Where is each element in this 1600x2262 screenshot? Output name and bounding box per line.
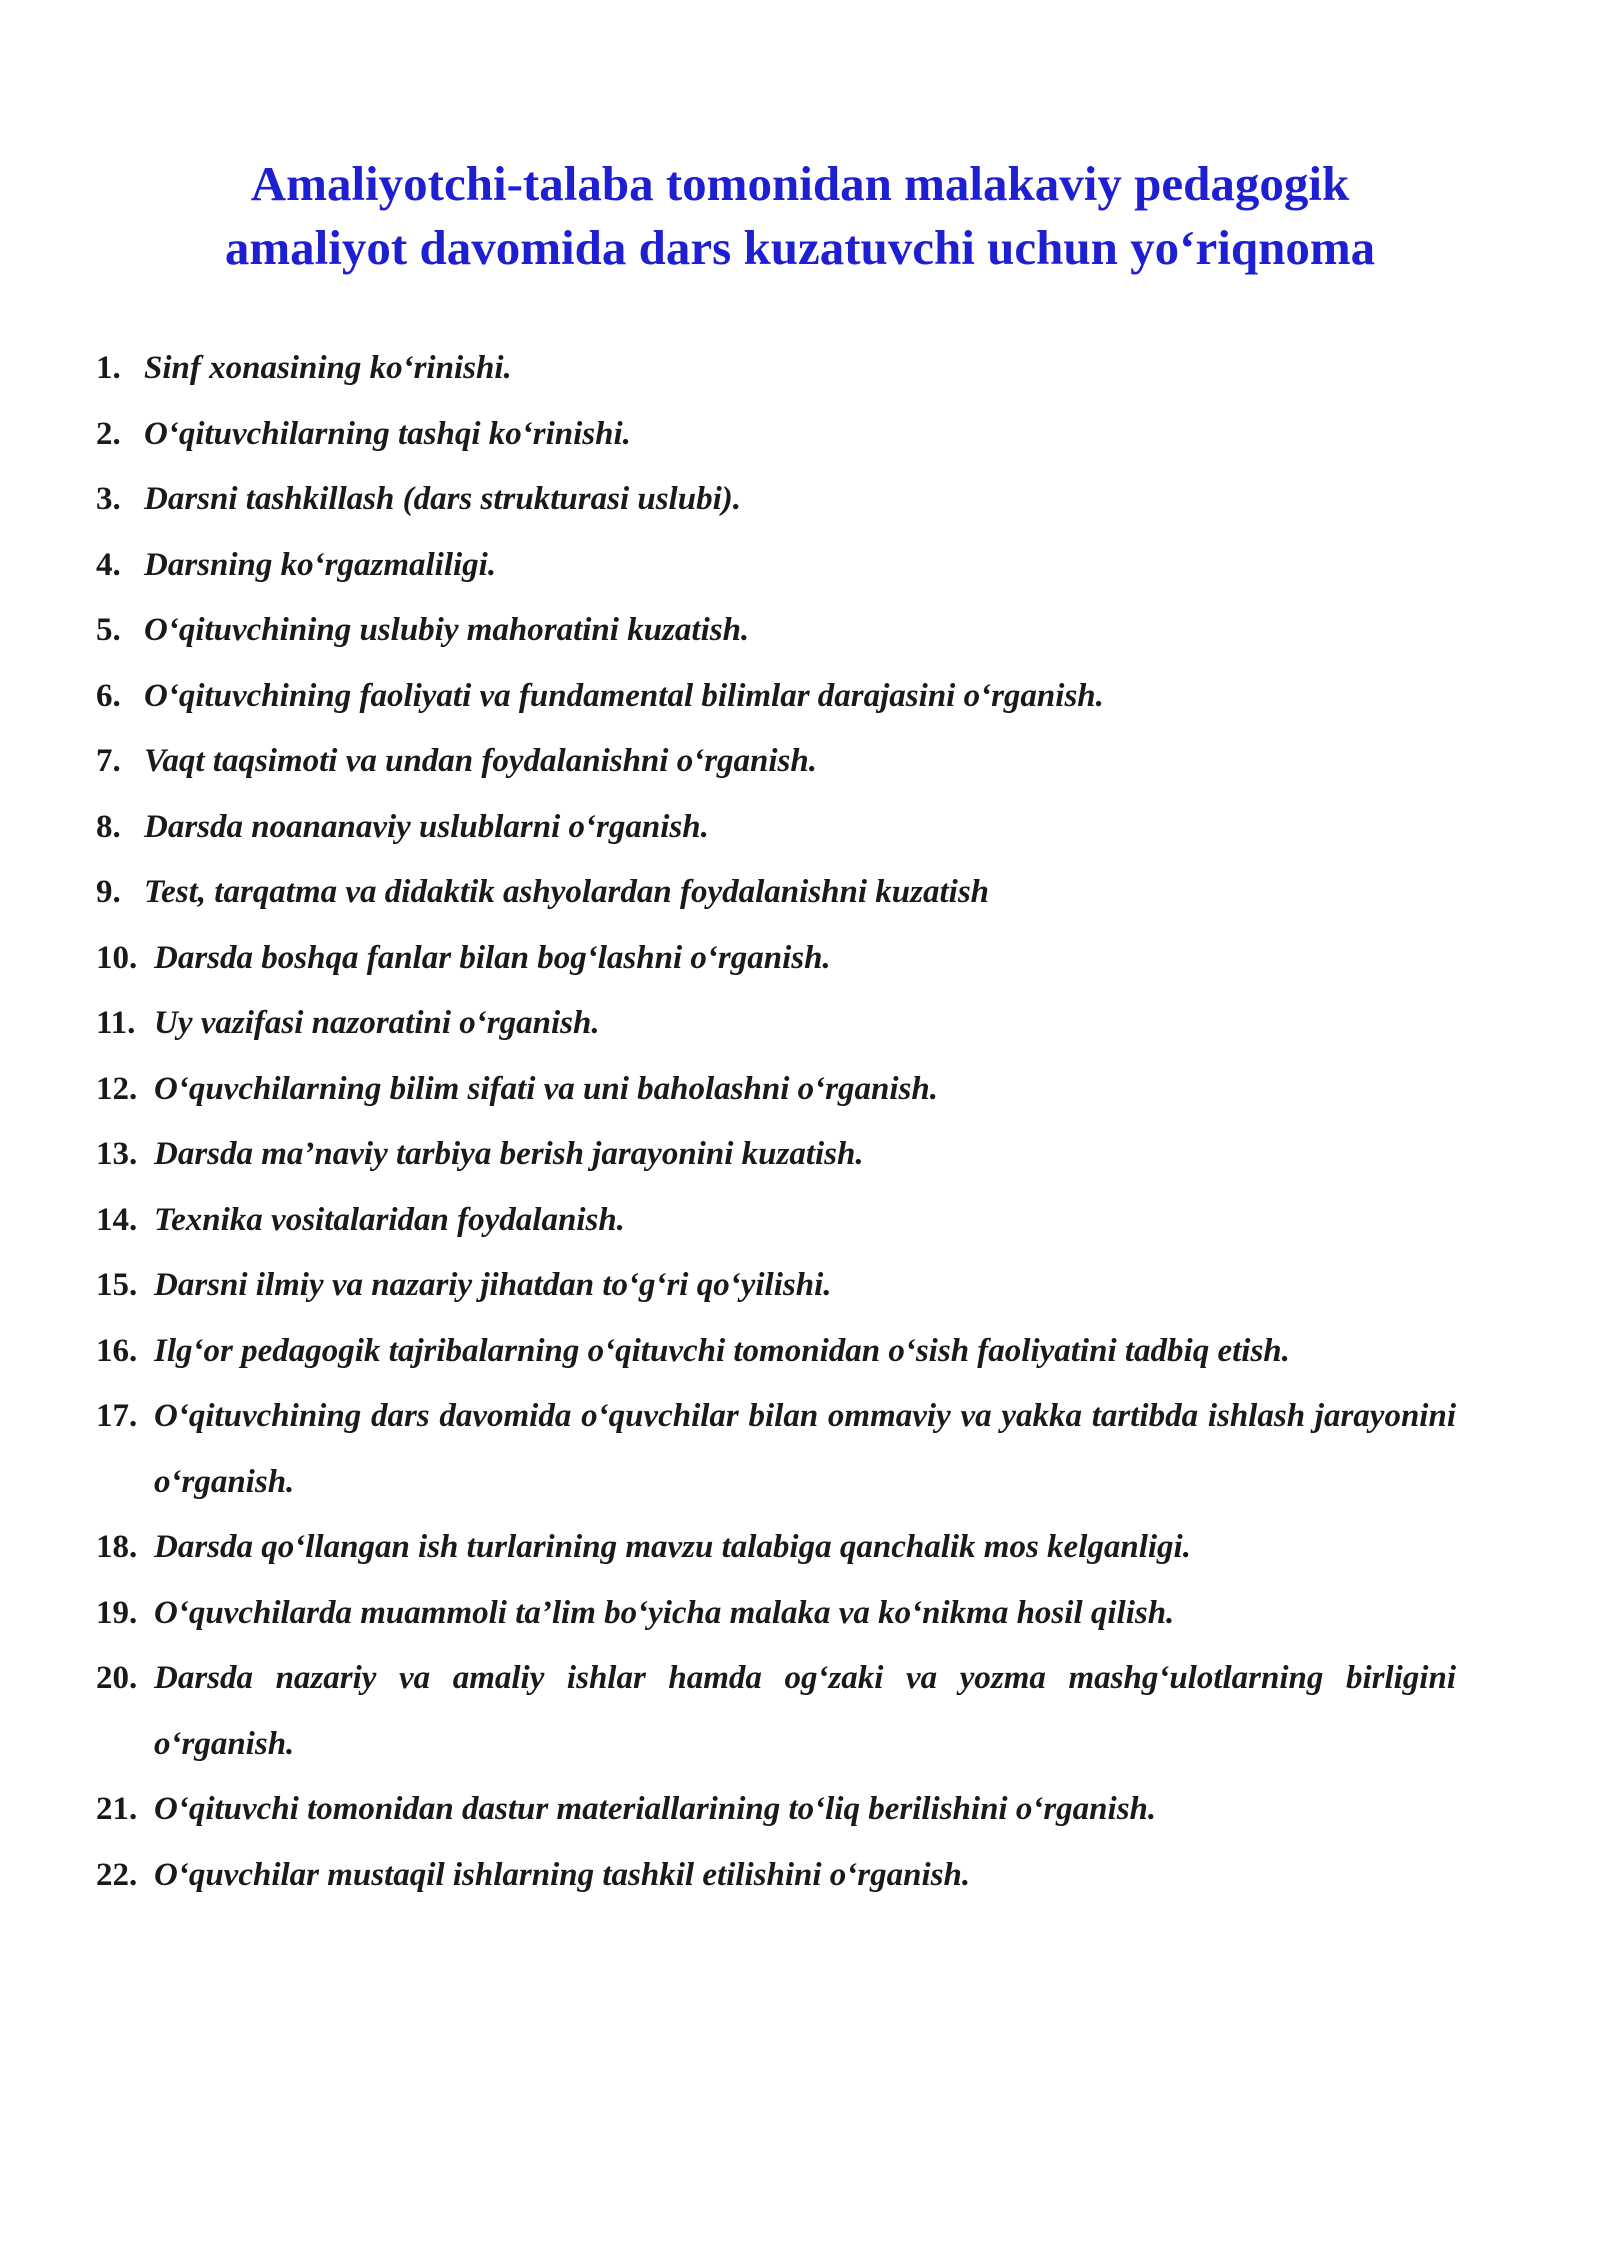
list-item xyxy=(96,1122,1456,1188)
item-number: 17. xyxy=(96,1398,138,1434)
item-number: 11. xyxy=(96,1005,136,1041)
item-number: 13. xyxy=(96,1136,138,1172)
item-text: O‘qituvchining dars davomida o‘quvchilar bilan ommaviy va yakka tartibda ishlash jarayonini o‘rganish. xyxy=(154,1398,1456,1500)
item-text: O‘qituvchi tomonidan dastur materiallarining to‘liq berilishini o‘rganish. xyxy=(154,1791,1157,1827)
list-item xyxy=(96,1646,1456,1777)
item-number: 1. xyxy=(96,350,121,386)
item-text: O‘quvchilarning bilim sifati va uni baholashni o‘rganish. xyxy=(154,1070,938,1107)
item-text: Darsning ko‘rgazmaliligi. xyxy=(144,546,497,583)
list-item xyxy=(96,533,1456,599)
item-number: 3. xyxy=(96,481,121,517)
list-item xyxy=(96,1384,1456,1515)
item-text: Vaqt taqsimoti va undan foydalanishni o‘rganish. xyxy=(144,743,818,779)
item-number: 7. xyxy=(96,743,121,779)
item-text: Uy vazifasi nazoratini o‘rganish. xyxy=(154,1005,600,1041)
list-item xyxy=(96,1581,1456,1647)
list-item xyxy=(96,1188,1456,1254)
item-text: Test, tarqatma va didaktik ashyolardan foydalanishni kuzatish xyxy=(144,874,990,910)
list-item xyxy=(96,664,1456,730)
item-text: Darsda nazariy va amaliy ishlar hamda og‘zaki va yozma mashg‘ulotlarning birligini o‘rganish. xyxy=(154,1660,1456,1762)
item-text: Sinf xonasining ko‘rinishi. xyxy=(144,350,512,386)
item-number: 4. xyxy=(96,546,121,583)
item-number: 9. xyxy=(96,874,121,910)
item-text: Darsda ma’naviy tarbiya berish jarayonini kuzatish. xyxy=(154,1136,864,1172)
item-number: 2. xyxy=(96,415,121,452)
item-text: O‘qituvchilarning tashqi ko‘rinishi. xyxy=(144,415,631,452)
list-item xyxy=(96,1319,1456,1385)
list-item xyxy=(96,336,1456,402)
list-item xyxy=(96,1253,1456,1319)
item-text: O‘qituvchining faoliyati va fundamental bilimlar darajasini o‘rganish. xyxy=(144,677,1104,714)
list-item xyxy=(96,402,1456,468)
list-item xyxy=(96,860,1456,926)
list-item xyxy=(96,795,1456,861)
list-item xyxy=(96,1777,1456,1843)
item-text: Darsni ilmiy va nazariy jihatdan to‘g‘ri qo‘yilishi. xyxy=(154,1267,832,1303)
item-text: Darsda boshqa fanlar bilan bog‘lashni o‘rganish. xyxy=(154,939,831,976)
item-text: Ilg‘or pedagogik tajribalarning o‘qituvchi tomonidan o‘sish faoliyatini tadbiq etish. xyxy=(154,1332,1290,1369)
item-number: 16. xyxy=(96,1332,138,1369)
item-number: 20. xyxy=(96,1660,138,1696)
item-text: O‘qituvchining uslubiy mahoratini kuzatish. xyxy=(144,612,750,648)
list-item xyxy=(96,991,1456,1057)
item-number: 21. xyxy=(96,1791,138,1827)
title-line-1: Amaliyotchi-talaba tomonidan malakaviy pedagogik xyxy=(250,156,1350,211)
item-number: 14. xyxy=(96,1201,138,1238)
item-text: Darsda qo‘llangan ish turlarining mavzu talabiga qanchalik mos kelganligi. xyxy=(154,1529,1191,1565)
item-number: 19. xyxy=(96,1594,138,1631)
item-number: 6. xyxy=(96,677,121,714)
item-text: Darsda noananaviy uslublarni o‘rganish. xyxy=(144,808,709,845)
list-item xyxy=(96,467,1456,533)
list-item xyxy=(96,926,1456,992)
list-item xyxy=(96,598,1456,664)
item-text: Texnika vositalaridan foydalanish. xyxy=(154,1201,625,1238)
list-item xyxy=(96,1843,1456,1909)
list-item xyxy=(96,1515,1456,1581)
list-item xyxy=(96,1057,1456,1123)
item-text: Darsni tashkillash (dars strukturasi uslubi). xyxy=(144,481,741,517)
document-title xyxy=(0,152,1600,280)
item-number: 8. xyxy=(96,808,121,845)
item-number: 10. xyxy=(96,939,138,976)
item-number: 15. xyxy=(96,1267,138,1303)
item-number: 5. xyxy=(96,612,121,648)
item-number: 22. xyxy=(96,1856,138,1893)
item-text: O‘quvchilarda muammoli ta’lim bo‘yicha malaka va ko‘nikma hosil qilish. xyxy=(154,1594,1175,1631)
list-item xyxy=(96,729,1456,795)
item-number: 18. xyxy=(96,1529,138,1565)
guideline-list xyxy=(96,336,1456,1908)
item-text: O‘quvchilar mustaqil ishlarning tashkil etilishini o‘rganish. xyxy=(154,1856,971,1893)
title-line-2: amaliyot davomida dars kuzatuvchi uchun yo‘riqnoma xyxy=(224,220,1376,275)
item-number: 12. xyxy=(96,1070,138,1107)
